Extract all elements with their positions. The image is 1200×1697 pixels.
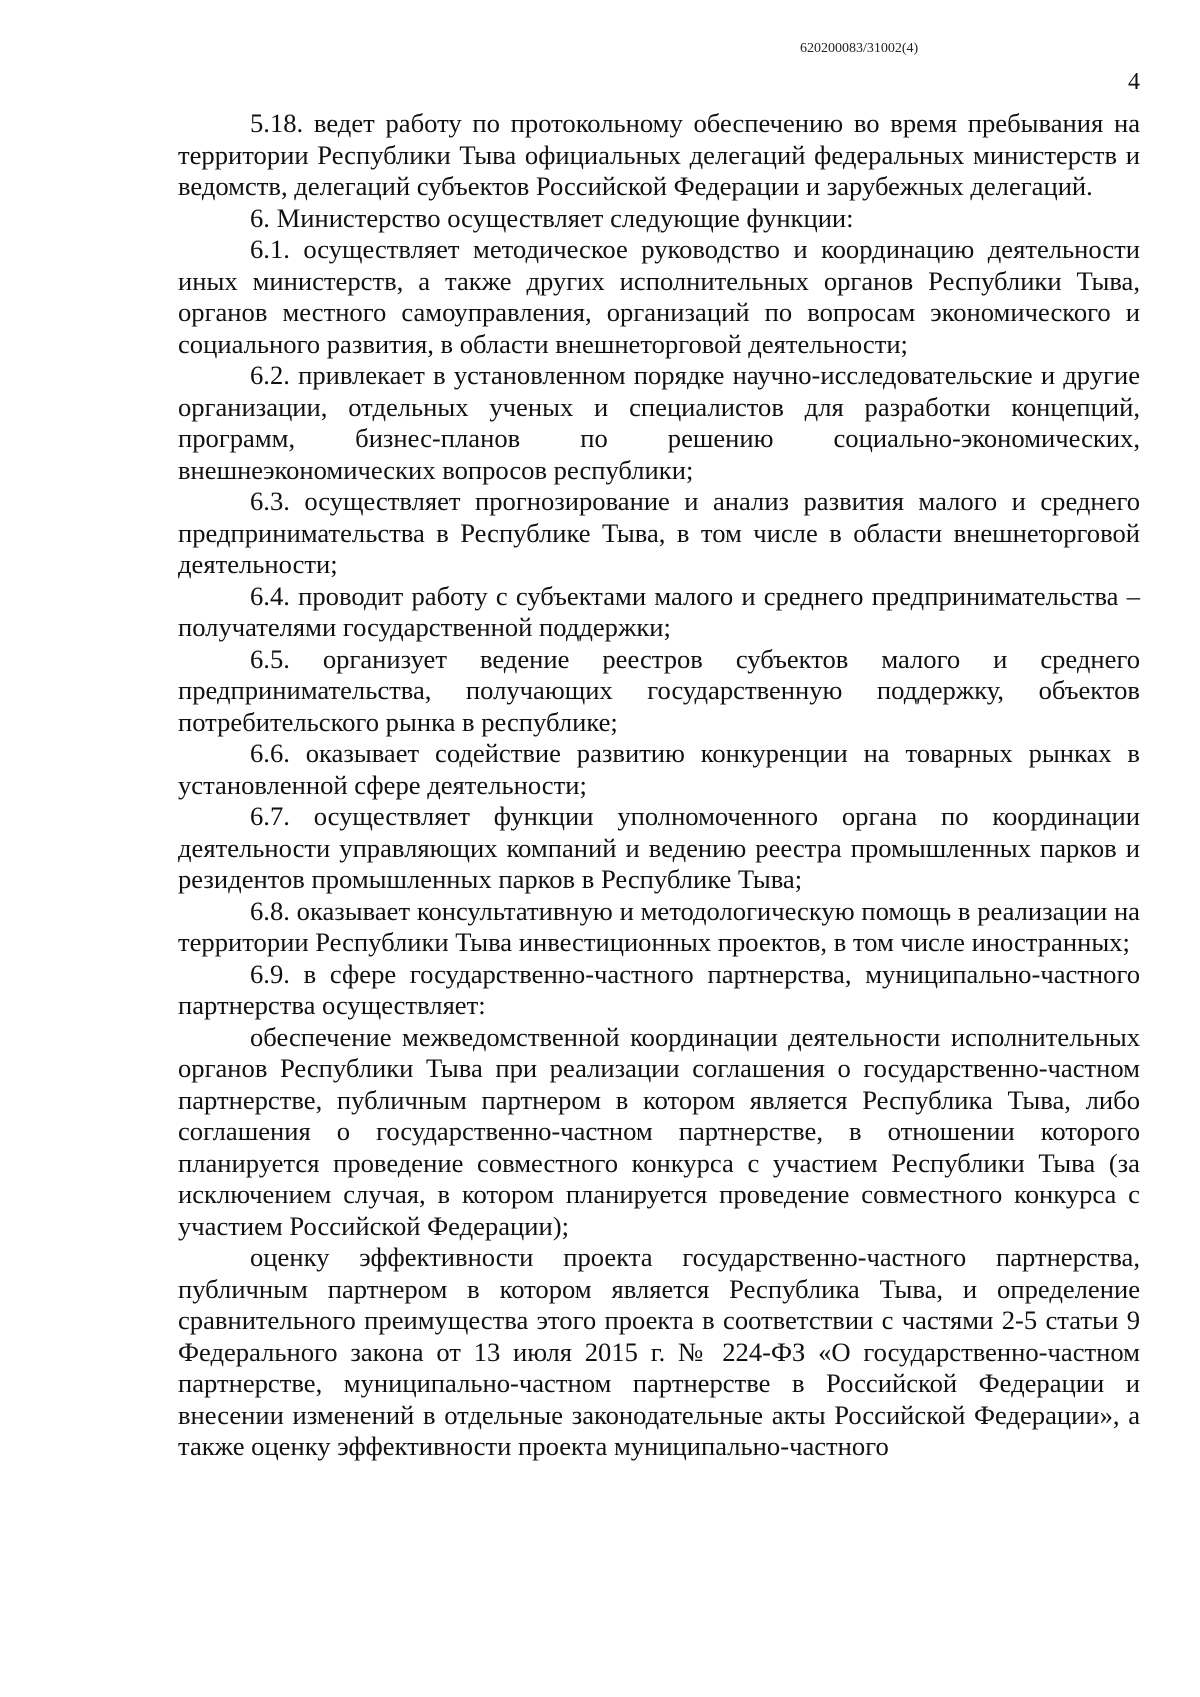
paragraph-5-18: 5.18. ведет работу по протокольному обеспечению во время пребывания на территории Республики Тыва официальных делегаций федеральных министерств и ведомств, делегаций субъектов Российской Федерации и зарубежных делегаций. bbox=[178, 108, 1140, 201]
paragraph-6-3: 6.3. осуществляет прогнозирование и анализ развития малого и среднего предпринимательства в Республике Тыва, в том числе в области внешнеторговой деятельности; bbox=[178, 486, 1140, 579]
paragraph-6-9-evaluation: оценку эффективности проекта государственно-частного партнерства, публичным партнером в котором является Республика Тыва, и определение сравнительного преимущества этого проекта в соответствии с частями 2-5 статьи 9 Федерального закона от 13 июля 2015 г. № 224-ФЗ «О государственно-частном партнерстве, муниципально-частном партнерстве в Российской Федерации и внесении изменений в отдельные законодательные акты Российской Федерации», а также оценку эффективности проекта муниципально-частного bbox=[178, 1242, 1140, 1461]
page-number: 4 bbox=[1128, 69, 1140, 95]
paragraph-6-1: 6.1. осуществляет методическое руководство и координацию деятельности иных министерств, а также других исполнительных органов Республики Тыва, органов местного самоуправления, организаций по вопросам экономического и социального развития, в области внешнеторговой деятельности; bbox=[178, 234, 1140, 359]
paragraph-6-6: 6.6. оказывает содействие развитию конкуренции на товарных рынках в установленной сфере деятельности; bbox=[178, 738, 1140, 800]
paragraph-6-4: 6.4. проводит работу с субъектами малого и среднего предпринимательства – получателями государственной поддержки; bbox=[178, 580, 1140, 642]
paragraph-6-2: 6.2. привлекает в установленном порядке научно-исследовательские и другие организации, отдельных ученых и специалистов для разработки концепций, программ, бизнес-планов по решению социально-экономических, внешнеэкономических вопросов республики; bbox=[178, 360, 1140, 485]
paragraph-6-5: 6.5. организует ведение реестров субъектов малого и среднего предпринимательства, получающих государственную поддержку, объектов потребительского рынка в республике; bbox=[178, 643, 1140, 737]
document-body bbox=[178, 108, 1140, 1463]
paragraph-6-9: 6.9. в сфере государственно-частного партнерства, муниципально-частного партнерства осуществляет: bbox=[178, 958, 1140, 1020]
paragraph-6-9-coordination: обеспечение межведомственной координации деятельности исполнительных органов Республики Тыва при реализации соглашения о государственно-частном партнерстве, публичным партнером в котором является Республика Тыва, либо соглашения о государственно-частном партнерстве, в отношении которого планируется проведение совместного конкурса с участием Республики Тыва (за исключением случая, в котором планируется проведение совместного конкурса с участием Российской Федерации); bbox=[178, 1021, 1140, 1241]
paragraph-6: 6. Министерство осуществляет следующие функции: bbox=[250, 202, 854, 233]
paragraph-6-8: 6.8. оказывает консультативную и методологическую помощь в реализации на территории Республики Тыва инвестиционных проектов, в том числе иностранных; bbox=[178, 895, 1140, 957]
document-id: 620200083/31002(4) bbox=[800, 41, 919, 56]
paragraph-6-7: 6.7. осуществляет функции уполномоченного органа по координации деятельности управляющих компаний и ведению реестра промышленных парков и резидентов промышленных парков в Республике Тыва; bbox=[178, 801, 1140, 894]
